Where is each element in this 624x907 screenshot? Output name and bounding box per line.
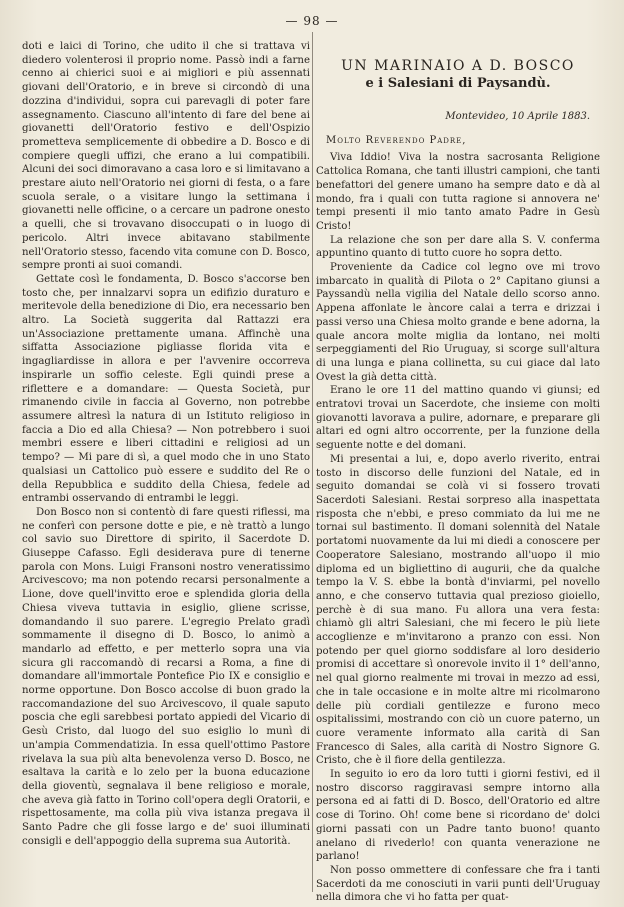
right-column	[316, 40, 600, 904]
column-divider	[312, 32, 313, 892]
right-paragraph-4: Erano le ore 11 del mattino quando vi giunsi; ed entratovi trovai un Sacerdote, che insieme con molti giovanotti lavorava a pulire, adornare, e preparare gli altari ed ogni altro occorrente, per la funzione della seguente notte e del domani.	[316, 385, 600, 452]
left-paragraph-3: Don Bosco non si contentò di fare questi riflessi, ma ne conferì con persone dotte e pie, e nè trattò a lungo col savio suo Direttore di spirito, il Sacerdote D. Giuseppe Cafasso. Egli desiderava pure di tenerne parola con Mons. Luigi Fransoni nostro veneratissimo Arcivescovo; ma non potendo recarsi personalmente a Lione, dove quell'invitto eroe e splendida gloria della Chiesa viveva tuttavia in esiglio, gliene scrisse, domandando il suo parere. L'egregio Prelato gradì sommamente il disegno di D. Bosco, lo animò a mandarlo ad effetto, e per metterlo sopra una via sicura gli raccomandò di recarsi a Roma, a fine di domandare all'immortale Pontefice Pio IX e consiglio e norme opportune. Don Bosco accolse di buon grado la raccomandazione del suo Arcivescovo, il quale saputo poscia che egli sarebbesi portato appiedi del Vicario di Gesù Cristo, dal luogo del suo esiglio lo munì di un'ampia Commendatizia. In essa quell'ottimo Pastore rivelava la sua più alta benevolenza verso D. Bosco, ne esaltava la carità e lo zelo per la buona educazione della gioventù, segnalava il bene religioso e morale, che aveva già fatto in Torino coll'opera degli Oratorii, e rispettosamente, ma colla più viva istanza pregava il Santo Padre che gli fosse largo e de' suoi illuminati consigli e dell'appoggio della suprema sua Autorità.	[22, 506, 310, 847]
right-paragraph-3: Proveniente da Cadice col legno ove mi trovo imbarcato in qualità di Pilota o 2° Capitano giunsi a Payssandù nella vigilia del Natale dello scorso anno. Appena affonlate le àncore calai a terra e drizzai i passi verso una Chiesa molto grande e bene adorna, la quale ancora molte miglia da lontano, nei molti serpeggiamenti del Rio Uruguay, si scorge sull'altura di una lunga e piana collinetta, su cui giace dal lato Ovest la già detta città.	[316, 262, 600, 383]
article-subtitle: e i Salesiani di Paysandù.	[365, 76, 551, 91]
left-paragraph-2: Gettate così le fondamenta, D. Bosco s'accorse ben tosto che, per innalzarvi sopra un edifizio duraturo e meritevole della benedizione di Dio, era necessario ben altro. La Società suggerita dal Rattazzi era un'Associazione prettamente umana. Affinchè una siffatta Associazione pigliasse florida vita e ingagliardisse in allora e per l'avvenire occorreva inspirarle un soffio celeste. Egli quindi prese a riflettere e a domandare: — Questa Società, pur rimanendo civile in faccia al Governo, non potrebbe assumere altresì la natura di un Istituto religioso in faccia a Dio ed alla Chiesa? — Non potrebbero i suoi membri essere e liberi cittadini e religiosi ad un tempo? — Mi pare di sì, a quel modo che in uno Stato qualsiasi un Cattolico può essere e suddito del Re o della Repubblica e suddito della Chiesa, fedele ad entrambi osservando di entrambi le leggi.	[22, 273, 310, 505]
right-paragraph-5: Mi presentai a lui, e, dopo averlo riverito, entrai tosto in discorso delle funzioni del Natale, ed in seguito domandai se colà vi si fossero trovati Sacerdoti Salesiani. Restai sorpreso alla inaspettata risposta che n'ebbi, e preso commiato da lui me ne tornai sul bastimento. Il domani solennità del Natale portatomi nuovamente da lui mi diedi a conoscere per Cooperatore Salesiano, mostrando all'uopo il mio diploma ed un bigliettino di augurii, che da qualche tempo la V. S. ebbe la bontà d'inviarmi, pel novello anno, e che conservo tuttavia qual prezioso gioiello, perchè è di sua mano. Fu allora una vera festa: chiamò gli altri Salesiani, che mi fecero le più liete accoglienze e m'invitarono a pranzo con essi. Non potendo per quel giorno soddisfare al loro desiderio promisi di accettare sì onorevole invito il 1° dell'anno, nel qual giorno realmente mi trovai in mezzo ad essi, che in tale occasione e in molte altre mi ricolmarono delle più cordiali gentilezze e furono meco ospitalissimi, mostrando con ciò un cuore paterno, un cuore veramente informato alla carità di San Francesco di Sales, alla carità di Nostro Signore G. Cristo, che è il fiore della gentilezza.	[316, 453, 600, 767]
right-paragraph-6: In seguito io ero da loro tutti i giorni festivi, ed il nostro discorso raggiravasi sempre intorno alla persona ed ai fatti di D. Bosco, dell'Oratorio ed altre cose di Torino. Oh! come bene si ricordano de' dolci giorni passati con un Padre tanto buono! quanto anelano di rivederlo! con quanta venerazione ne parlano!	[316, 769, 600, 863]
left-column	[22, 40, 310, 877]
page-number: — 98 —	[285, 14, 339, 28]
right-paragraph-2: La relazione che son per dare alla S. V. conferma appuntino quanto di tutto cuore ho sopra detto.	[316, 234, 600, 260]
left-paragraph-1: doti e laici di Torino, che udito il che si trattava vi diedero volenterosi il proprio nome. Passò indi a farne cenno ai chierici suoi e ai migliori e più assennati giovani dell'Oratorio, e in breve si circondò di una dozzina d'individui, sopra cui parevagli di poter fare assegnamento. Ciascuno all'intento di fare del bene ai giovanetti dell'Oratorio festivo e dell'Ospizio prometteva semplicemente di obbedire a D. Bosco e di compiere quegli uffizi, che erano a lui compatibili. Alcuni dei soci dimoravano a casa loro e si limitavano a prestare aiuto nell'Oratorio nei giorni di festa, o a fare scuola serale, o a visitare lungo la settimana i giovanetti nelle officine, o a cercare un padrone onesto a quelli, che si trovavano disoccupati o in luogo di pericolo. Altri invece abitavano stabilmente nell'Oratorio stesso, facendo vita comune con D. Bosco, sempre pronti ai suoi comandi.	[22, 41, 310, 272]
letter-dateline: Montevideo, 10 Aprile 1883.	[445, 111, 590, 122]
letter-salutation: Molto Reverendo Padre,	[326, 134, 467, 146]
article-title: UN MARINAIO A D. BOSCO	[341, 58, 575, 74]
letter-body	[316, 151, 600, 905]
right-paragraph-1: Viva Iddio! Viva la nostra sacrosanta Religione Cattolica Romana, che tanti illustri campioni, che tanti benefattori del genere umano ha sempre dato e dà al mondo, fra i quali con tutta ragione si annovera ne' tempi presenti il mio tanto amato Padre in Gesù Cristo!	[316, 152, 600, 232]
right-paragraph-7: Non posso ommettere di confessare che fra i tanti Sacerdoti da me conosciuti in varii punti dell'Uruguay nella dimora che vi ho fatta per quat-	[316, 864, 600, 904]
